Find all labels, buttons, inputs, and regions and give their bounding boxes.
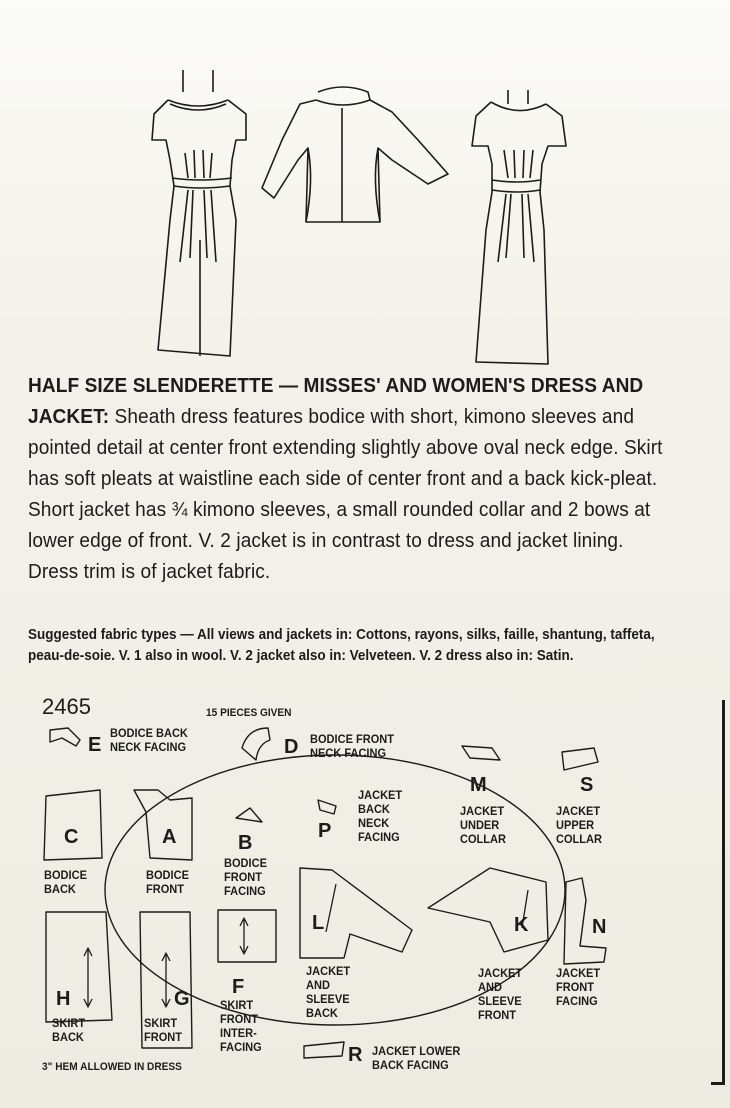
piece-label-b: BODICE FRONT FACING <box>224 856 267 898</box>
pieces-given-label: 15 PIECES GIVEN <box>206 707 292 719</box>
piece-label-n: JACKET FRONT FACING <box>556 966 601 1008</box>
piece-label-c: BODICE BACK <box>44 868 87 896</box>
piece-label-d: BODICE FRONT NECK FACING <box>310 732 395 760</box>
fabric-heading: Suggested fabric types <box>28 626 177 643</box>
pattern-number: 2465 <box>42 694 91 719</box>
piece-letter-e: E <box>88 734 102 756</box>
piece-label-k: JACKET AND SLEEVE FRONT <box>478 966 523 1022</box>
piece-letter-l: L <box>312 912 325 934</box>
piece-label-p: JACKET BACK NECK FACING <box>358 788 403 844</box>
description-body: Sheath dress features bodice with short, kimono sleeves and pointed detail at center front extending slightly above oval neck edge. Skirt has soft pleats at waistline each side of center front and a back kick-pleat. Short jacket has ¾ kimono sleeves, a small rounded collar and 2 bows at lower edge of front. V. 2 jacket is in contrast to dress and jacket lining. Dress trim is of jacket fabric. <box>28 405 663 583</box>
pattern-description <box>28 370 670 587</box>
piece-letter-a: A <box>162 826 177 848</box>
dress-front-illustration <box>472 90 566 364</box>
piece-label-f: SKIRT FRONT INTER-FACING <box>220 998 262 1054</box>
piece-label-r: JACKET LOWER BACK FACING <box>372 1044 461 1072</box>
piece-letter-s: S <box>580 774 594 796</box>
piece-label-g: SKIRT FRONT <box>144 1016 183 1044</box>
piece-letter-n: N <box>592 916 607 938</box>
hem-note: 3" HEM ALLOWED IN DRESS <box>42 1061 182 1073</box>
piece-letter-b: B <box>238 832 253 854</box>
piece-label-l: JACKET AND SLEEVE BACK <box>306 964 351 1020</box>
piece-letter-r: R <box>348 1044 363 1066</box>
piece-letter-g: G <box>174 988 190 1010</box>
piece-letter-m: M <box>470 774 487 796</box>
piece-letter-d: D <box>284 736 299 758</box>
dress-back-illustration <box>152 70 246 356</box>
piece-letter-h: H <box>56 988 71 1010</box>
piece-letter-k: K <box>514 914 529 936</box>
jacket-back-illustration <box>262 87 448 222</box>
piece-letter-p: P <box>318 820 332 842</box>
fabric-suggestions <box>28 624 658 666</box>
piece-label-m: JACKET UNDER COLLAR <box>460 804 506 846</box>
piece-label-e: BODICE BACK NECK FACING <box>110 726 188 754</box>
piece-letter-f: F <box>232 976 245 998</box>
piece-label-a: BODICE FRONT <box>146 868 189 896</box>
piece-label-h: SKIRT BACK <box>52 1016 86 1044</box>
piece-letter-c: C <box>64 826 79 848</box>
fabric-text: — All views and jackets in: Cottons, rayons, silks, faille, shantung, taffeta, peau-de-soie. V. 1 also in wool. V. 2 jacket also in: Velveteen. V. 2 dress also in: Satin. <box>28 626 655 664</box>
description-title: HALF SIZE SLENDERETTE — MISSES' AND WOMEN'S DRESS AND JACKET: <box>28 374 644 428</box>
piece-label-s: JACKET UPPER COLLAR <box>556 804 602 846</box>
